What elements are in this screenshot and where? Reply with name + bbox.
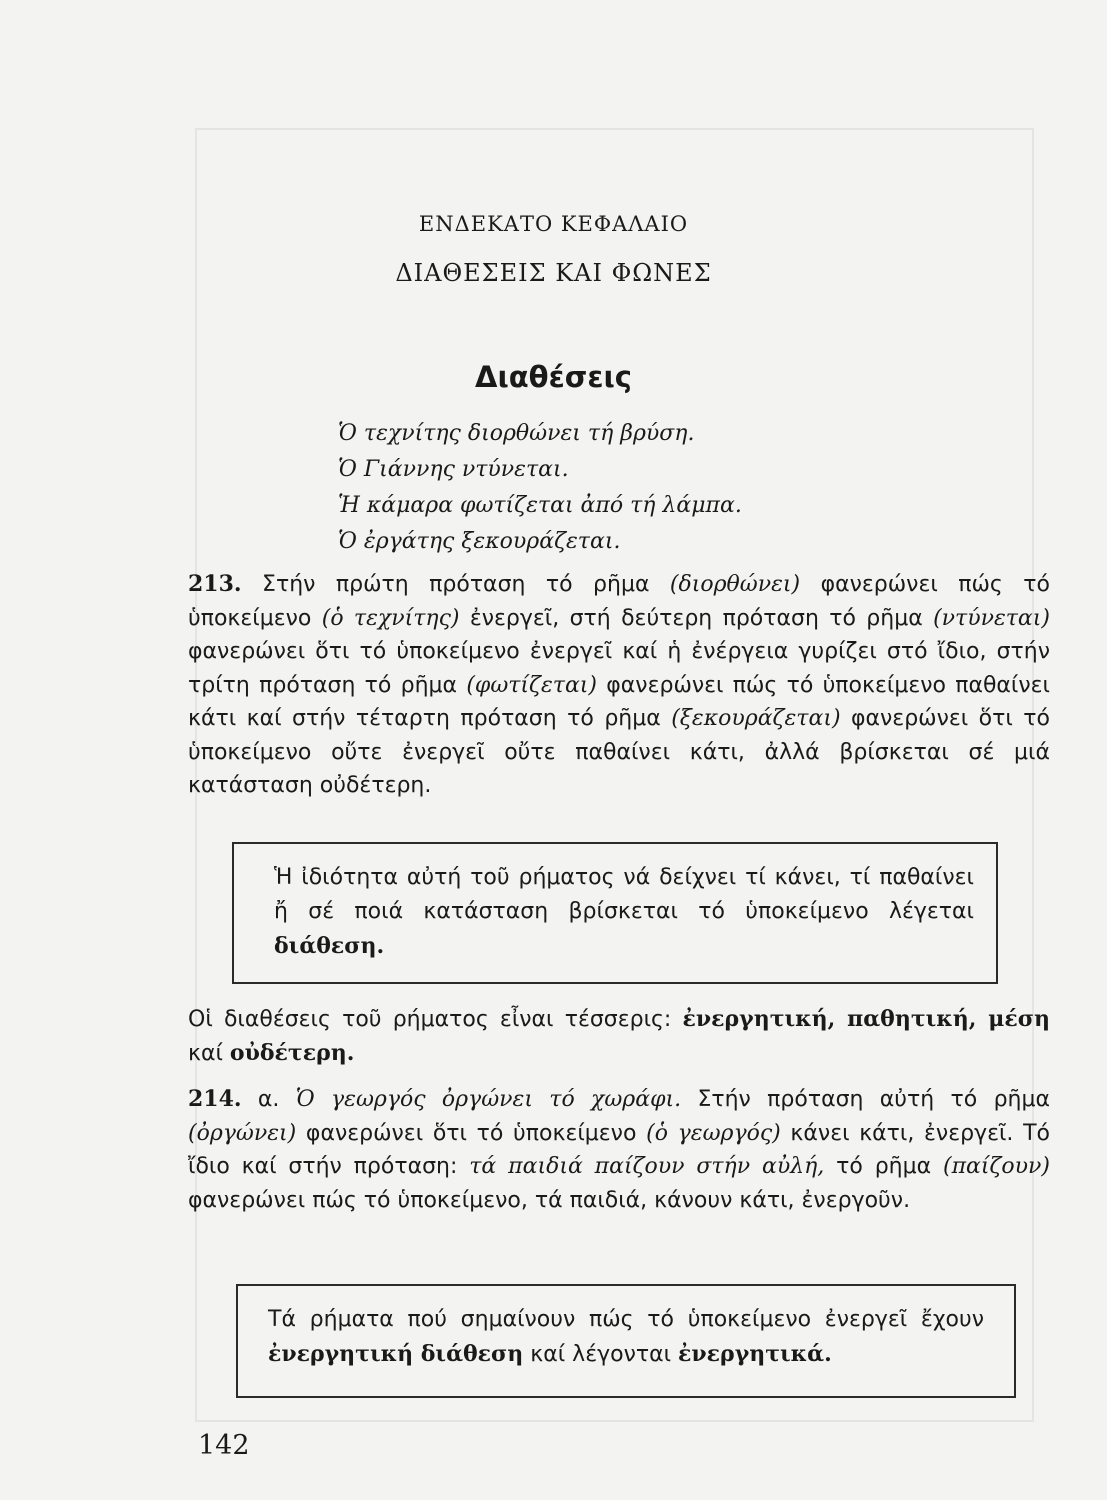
example-sentence: Ὁ Γιάννης ντύνεται. [338, 457, 569, 482]
text: φανερώνει πώς τό ὑποκείμενο, τά παιδιά, κάνουν κάτι, ἐνεργοῦν. [188, 1187, 911, 1213]
definition-box-energitika [236, 1284, 1016, 1398]
italic-text: (ξεκουράζεται) [671, 706, 841, 731]
text: Ἡ ἰδιότητα αὐτή τοῦ ρήματος νά δείχνει τί κάνει, τί παθαίνει ἤ σέ ποιά κατάσταση βρίσκεται τό ὑποκείμενο λέγεται [274, 865, 974, 924]
bold-text: ἐνεργητική, παθητική, μέση [682, 1006, 1050, 1032]
page-number: 142 [198, 1430, 250, 1461]
italic-text: (ὁ γεωργός) [646, 1120, 781, 1146]
paragraph-213 [188, 568, 1050, 803]
italic-text: (ὁ τεχνίτης) [321, 605, 460, 631]
italic-text: (παίζουν) [942, 1154, 1051, 1179]
text: α. [241, 1087, 296, 1112]
chapter-number: ΕΝΔΕΚΑΤΟ ΚΕΦΑΛΑΙΟ [418, 212, 689, 236]
text: φανερώνει πώς τό ὑποκείμενο [188, 572, 1050, 631]
text: Στήν πρόταση αὐτή τό ρῆμα [681, 1087, 1051, 1112]
bold-text: ἐνεργητικά. [678, 1341, 832, 1367]
text: φανερώνει πώς τό ὑποκείμενο παθαίνει κάτι καί στήν τέταρτη πρόταση τό ρῆμα [188, 672, 1050, 731]
italic-text: (φωτίζεται) [466, 672, 598, 698]
text: Οἱ διαθέσεις τοῦ ρήματος εἶναι τέσσερις: [188, 1007, 683, 1032]
italic-text: (ντύνεται) [933, 605, 1050, 631]
text: Στήν πρώτη πρόταση τό ρῆμα [241, 572, 670, 597]
example-sentences [338, 416, 742, 560]
italic-text: (διορθώνει) [669, 572, 801, 597]
section-heading: Διαθέσεις [475, 360, 632, 394]
text: φανερώνει ὅτι τό ὑποκείμενο ἐνεργεῖ καί ἡ ἐνέργεια γυρίζει στό ἴδιο, στήν τρίτη πρόταση τό ρῆμα [188, 639, 1050, 698]
text: ἐνεργεῖ, στή δεύτερη πρόταση τό ρῆμα [459, 605, 934, 631]
definition-box-diathesi [232, 842, 998, 984]
text: καί λέγονται [523, 1342, 679, 1367]
paragraph-diatheseis [188, 1003, 1050, 1070]
italic-text: (ὀργώνει) [188, 1120, 297, 1146]
text: φανερώνει ὅτι τό ὑποκείμενο οὔτε ἐνεργεῖ οὔτε παθαίνει κάτι, ἀλλά βρίσκεται σέ μιά κατάσταση οὐδέτερη. [188, 706, 1050, 798]
example-sentence: Ὁ ἐργάτης ξεκουράζεται. [338, 529, 621, 554]
text: καί [188, 1040, 230, 1066]
bold-text: ἐνεργητική διάθεση [268, 1341, 524, 1367]
italic-text: Ὁ γεωργός ὀργώνει τό χωράφι. [295, 1087, 682, 1112]
italic-text: τά παιδιά παίζουν στήν αὐλή, [469, 1154, 825, 1179]
chapter-title: ΔΙΑΘΕΣΕΙΣ ΚΑΙ ΦΩΝΕΣ [395, 259, 712, 287]
text: τό ρῆμα [824, 1154, 943, 1179]
example-sentence: Ἡ κάμαρα φωτίζεται ἀπό τή λάμπα. [338, 493, 742, 518]
bold-text: διάθεση. [274, 933, 385, 959]
paragraph-number: 213. [188, 571, 242, 597]
bold-text: οὐδέτερη. [229, 1039, 355, 1066]
text: φανερώνει ὅτι τό ὑποκείμενο [296, 1120, 647, 1146]
text: Τά ρήματα πού σημαίνουν πώς τό ὑποκείμενο ἐνεργεῖ ἔχουν [268, 1307, 984, 1332]
example-sentence: Ὁ τεχνίτης διορθώνει τή βρύση. [338, 421, 695, 446]
text: κάνει κάτι, ἐνεργεῖ. Τό ἴδιο καί στήν πρόταση: [188, 1120, 1051, 1179]
paragraph-214 [188, 1083, 1050, 1217]
paragraph-number: 214. [188, 1086, 242, 1112]
